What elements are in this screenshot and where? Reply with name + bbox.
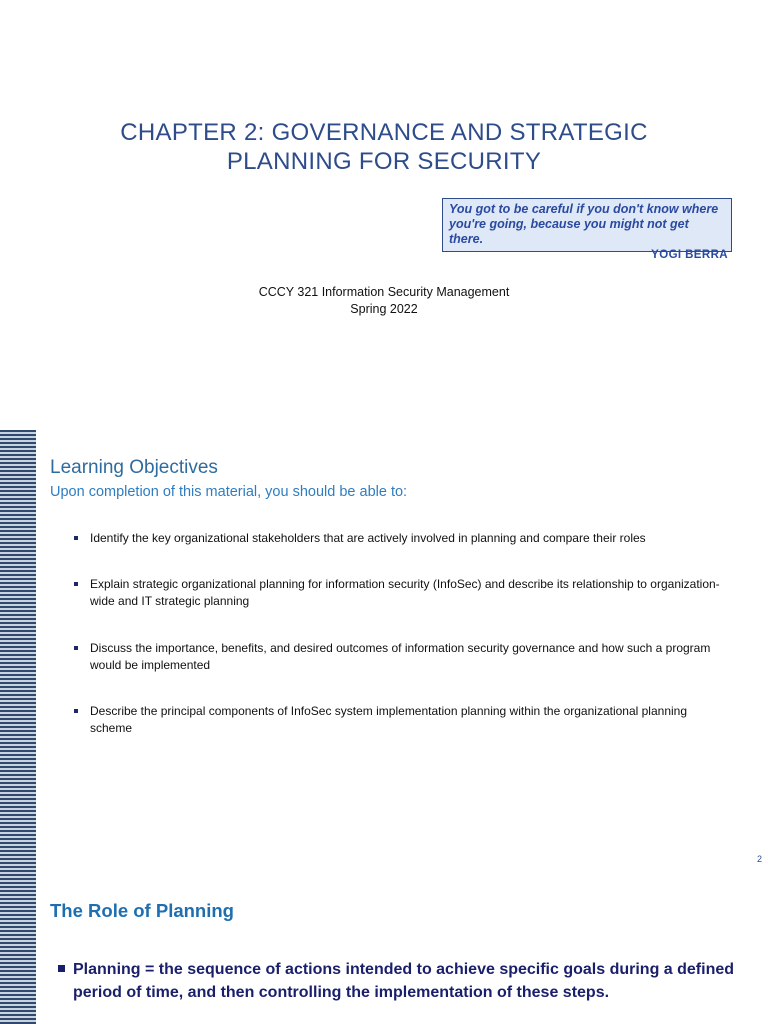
decorative-stripe-bar xyxy=(0,430,36,866)
bullet-text: Planning = the sequence of actions intended to achieve specific goals during a defined period of time, and then controlling the implementation of these steps. xyxy=(73,961,735,1001)
bullet-square-icon xyxy=(74,646,78,650)
objective-text: Discuss the importance, benefits, and desired outcomes of information security governance and how such a program would be implemented xyxy=(90,641,711,672)
bullet-square-icon xyxy=(74,709,78,713)
slide-heading: The Role of Planning xyxy=(50,900,234,921)
decorative-stripe-bar xyxy=(0,866,36,1024)
list-item xyxy=(58,958,758,1004)
bullet-square-icon xyxy=(74,582,78,586)
objective-text: Explain strategic organizational planning for information security (InfoSec) and describe its relationship to organization-wide and IT strategic planning xyxy=(90,577,720,608)
list-item xyxy=(74,640,724,674)
objective-text: Describe the principal components of InfoSec system implementation planning within the organizational planning scheme xyxy=(90,704,688,735)
list-item xyxy=(74,530,724,547)
quote-box xyxy=(442,198,732,252)
chapter-title-line1: CHAPTER 2: GOVERNANCE AND STRATEGIC xyxy=(120,119,648,146)
slide-heading: Learning Objectives xyxy=(50,457,218,478)
list-item xyxy=(74,703,724,737)
title-slide xyxy=(0,0,768,430)
chapter-title-line2: PLANNING FOR SECURITY xyxy=(226,148,542,175)
learning-objectives-slide xyxy=(0,430,768,866)
bullet-square-icon xyxy=(74,536,78,540)
chapter-title xyxy=(60,118,708,176)
list-item xyxy=(74,576,724,610)
slide-subheading: Upon completion of this material, you should be able to: xyxy=(50,484,408,500)
course-name: CCCY 321 Information Security Management xyxy=(258,285,510,299)
objective-text: Identify the key organizational stakeholders that are actively involved in planning and compare their roles xyxy=(90,531,646,545)
quote-author: YOGI BERRA xyxy=(651,249,728,261)
course-term: Spring 2022 xyxy=(350,302,418,316)
quote-text: You got to be careful if you don't know where you're going, because you might not get there. xyxy=(449,202,719,246)
bullet-square-icon xyxy=(58,965,65,972)
role-of-planning-slide xyxy=(0,866,768,1024)
course-info xyxy=(0,284,768,318)
page-number: 2 xyxy=(756,854,762,864)
